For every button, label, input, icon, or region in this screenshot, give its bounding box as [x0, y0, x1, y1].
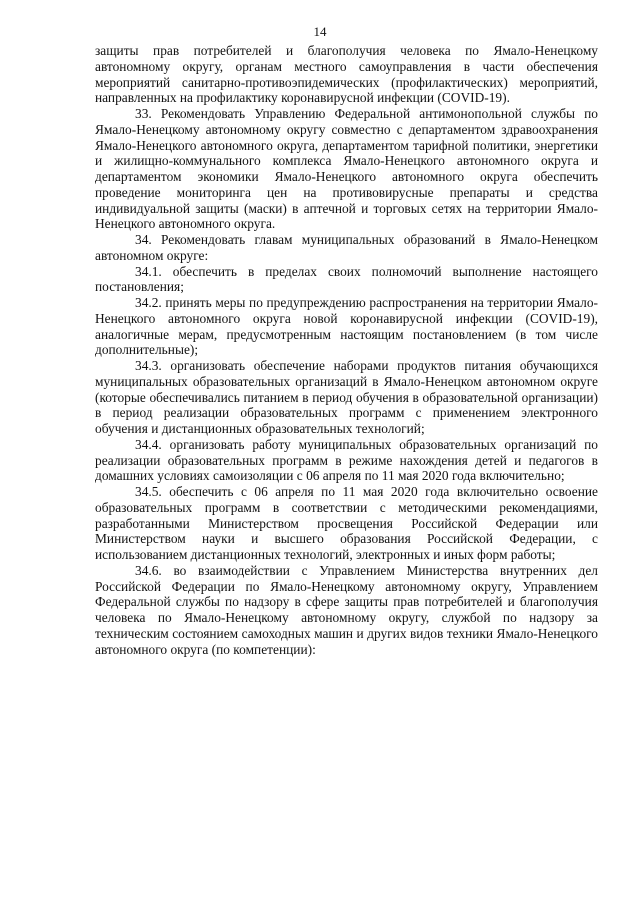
- paragraph-34-5: 34.5. обеспечить с 06 апреля по 11 мая 2020 года включительно освоение образовательных программ в соответствии с методическими рекомендациями, разработанными Министерством просвещения Российской Федерации или Министерством науки и высшего образования Российской Федерации, с использованием дистанционных технологий, электронных и иных форм работы;: [95, 484, 598, 562]
- paragraph-34-2: 34.2. принять меры по предупреждению распространения на территории Ямало-Ненецкого автономного округа новой коронавирусной инфекции (COVID-19), аналогичные мерам, предусмотренным настоящим постановлением (в том числе дополнительные);: [95, 295, 598, 358]
- paragraph-continuation: защиты прав потребителей и благополучия человека по Ямало-Ненецкому автономному округу, органам местного самоуправления в части обеспечения мероприятий санитарно-противоэпидемических (профилактических) мероприятий, направленных на профилактику коронавирусной инфекции (COVID-19).: [95, 43, 598, 106]
- paragraph-34-6: 34.6. во взаимодействии с Управлением Министерства внутренних дел Российской Федерации по Ямало-Ненецкому автономному округу, Управлением Федеральной службы по надзору в сфере защиты прав потребителей и благополучия человека по Ямало-Ненецкому автономному округу, службой по надзору за техническим состоянием самоходных машин и других видов техники Ямало-Ненецкого автономного округа (по компетенции):: [95, 562, 598, 657]
- paragraph-34-4: 34.4. организовать работу муниципальных образовательных организаций по реализации образовательных программ в режиме нахождения детей и педагогов в домашних условиях самоизоляции с 06 апреля по 11 мая 2020 года включительно;: [95, 436, 598, 484]
- page-number: 14: [313, 24, 327, 39]
- paragraph-34: 34. Рекомендовать главам муниципальных образований в Ямало-Ненецком автономном округе:: [95, 232, 598, 263]
- paragraph-34-3: 34.3. организовать обеспечение наборами продуктов питания обучающихся муниципальных образовательных организаций в Ямало-Ненецком автономном округе (которые обеспечивались питанием в период обучения в образовательной организации) в период реализации образовательных программ с применением электронного обучения и дистанционных образовательных технологий;: [95, 358, 598, 436]
- document-body: [95, 43, 598, 657]
- paragraph-33: 33. Рекомендовать Управлению Федеральной антимонопольной службы по Ямало-Ненецкому автономному округу совместно с департаментом здравоохранения Ямало-Ненецкого автономного округа, департаментом тарифной политики, энергетики и жилищно-коммунального комплекса Ямало-Ненецкого автономного округа и департаментом экономики Ямало-Ненецкого автономного округа обеспечить проведение мониторинга цен на противовирусные препараты и средства индивидуальной защиты (маски) в аптечной и торговых сетях на территории Ямало-Ненецкого автономного округа.: [95, 106, 598, 232]
- paragraph-34-1: 34.1. обеспечить в пределах своих полномочий выполнение настоящего постановления;: [95, 263, 598, 295]
